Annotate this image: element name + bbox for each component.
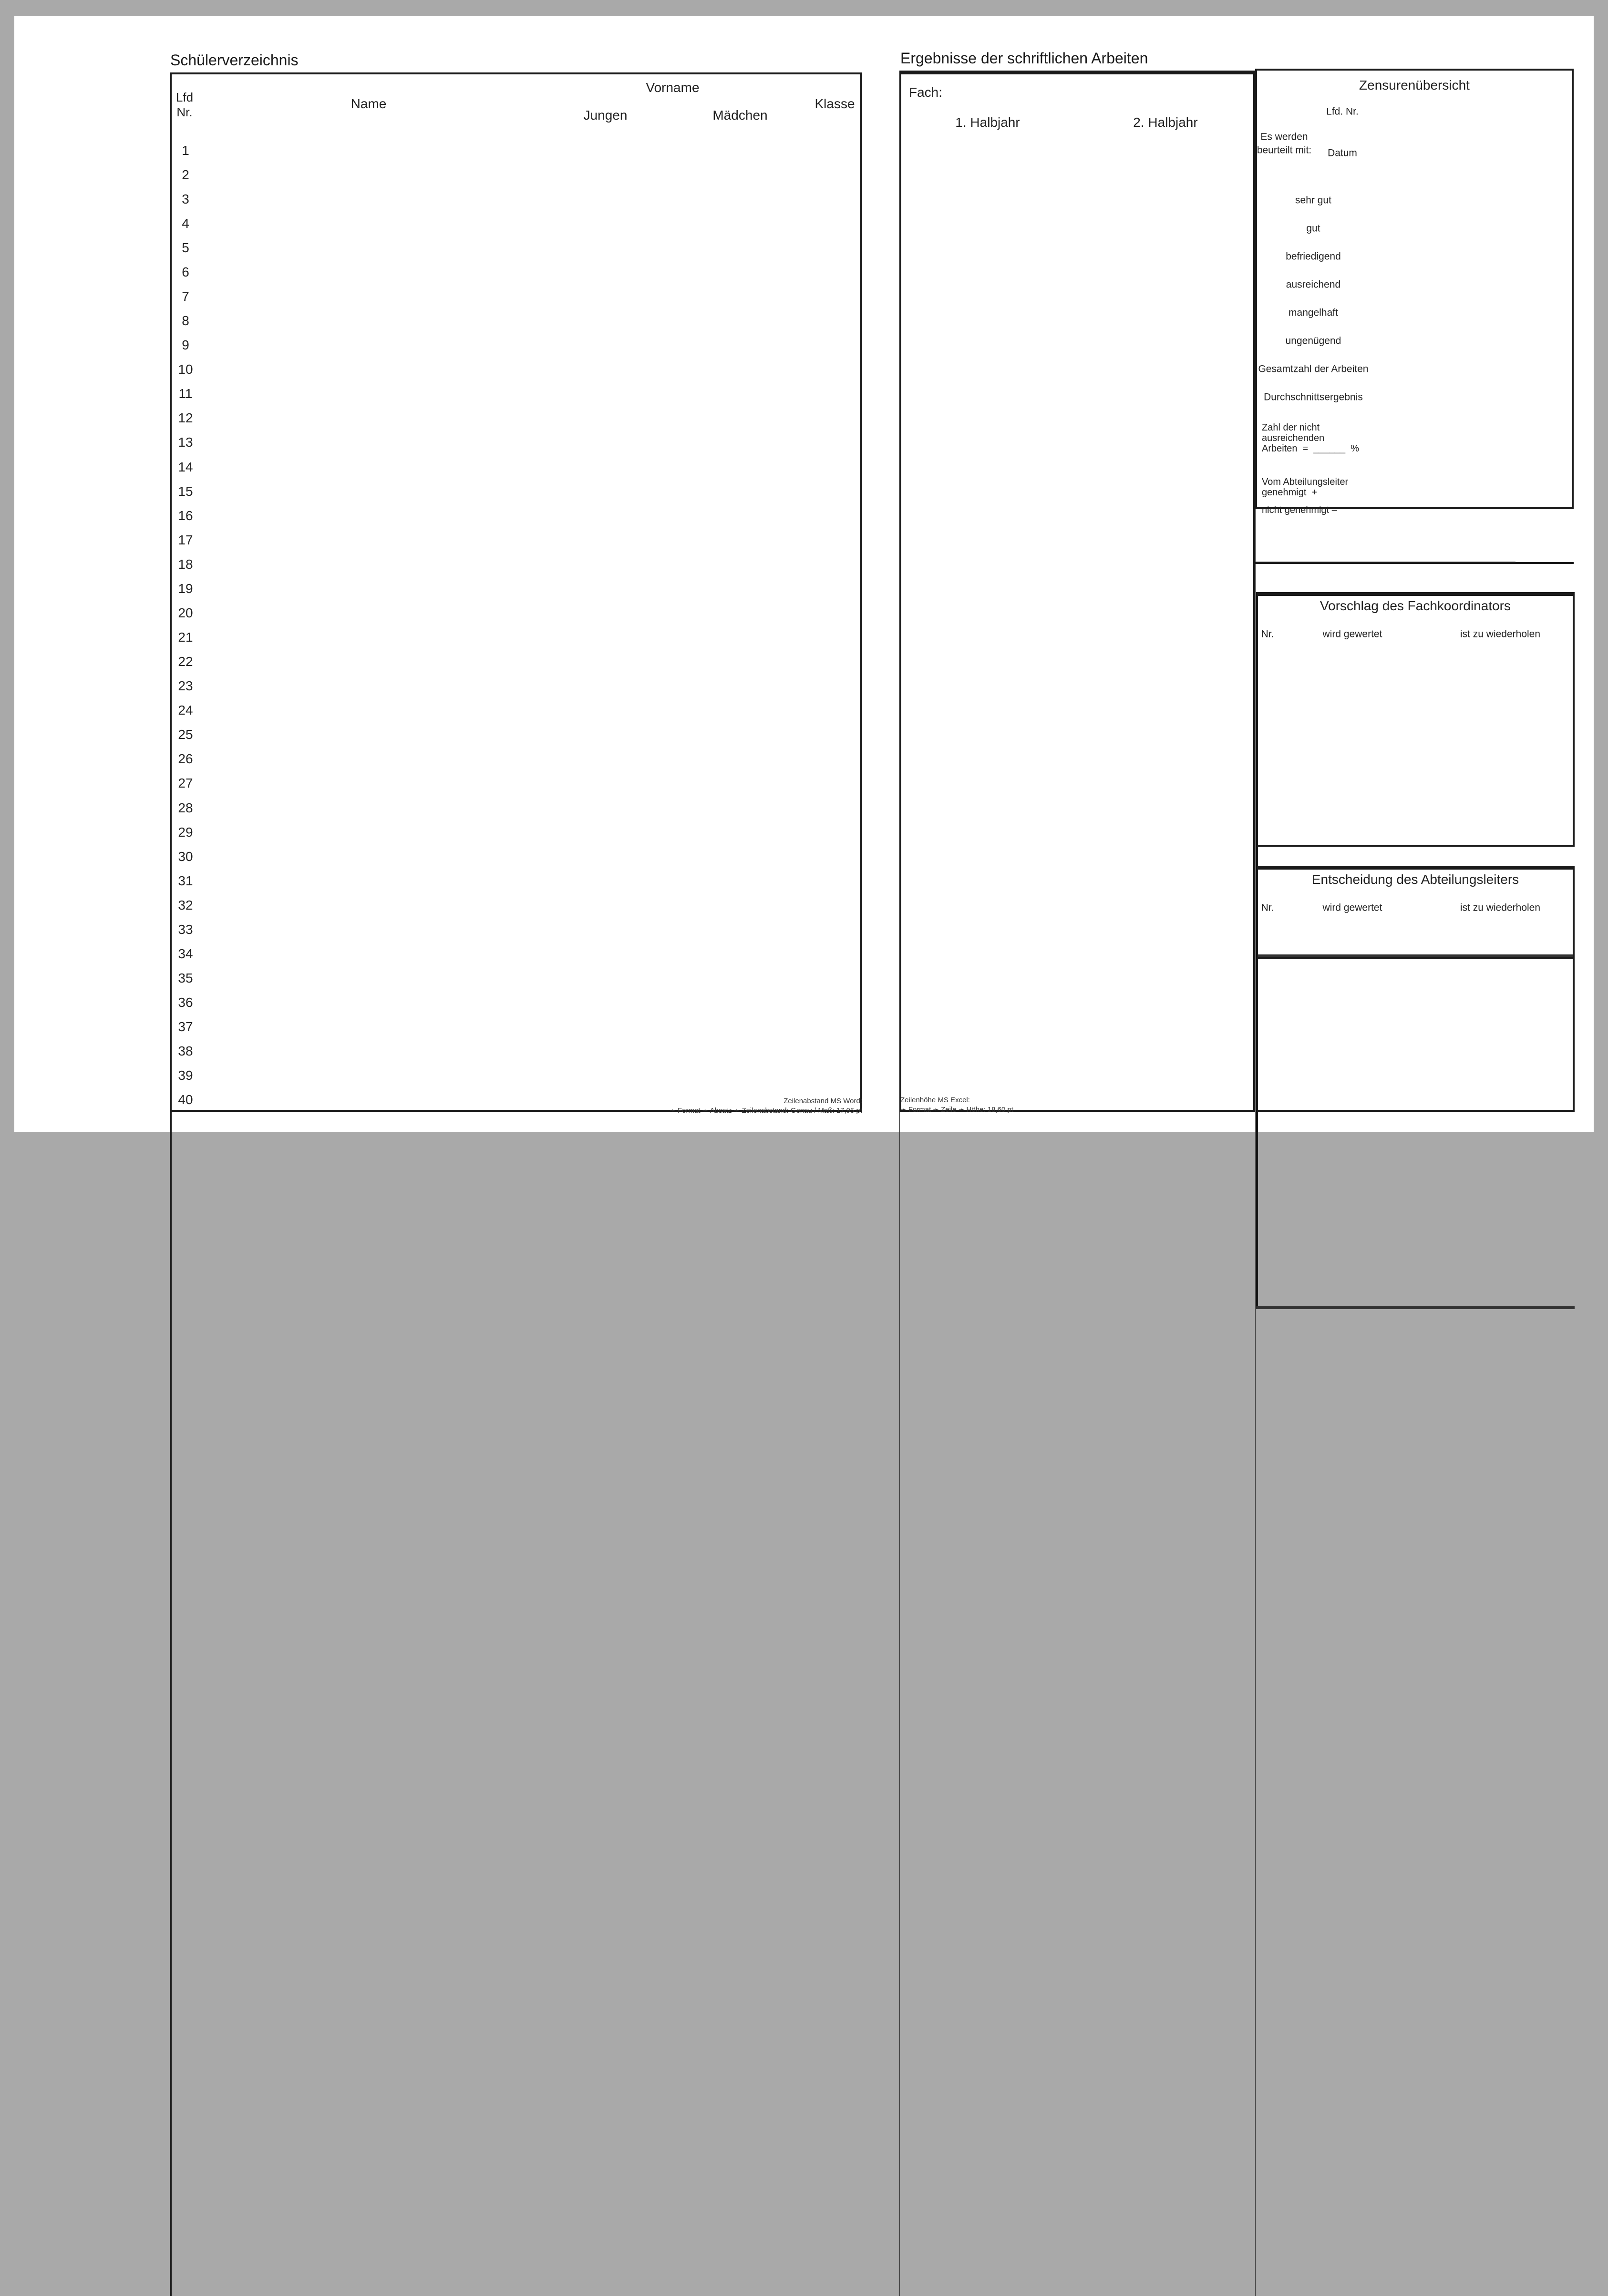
row-number: 10 [178,362,193,377]
column-divider [170,2153,862,2296]
row-number: 18 [178,556,193,572]
grade-row-label: befriedigend [1286,251,1341,262]
grade-row-label: gut [1306,223,1320,234]
proposal-col-gewertet: wird gewertet [1322,628,1382,640]
value-column [1255,2193,1574,2296]
row-number: 26 [178,751,193,767]
header-lfd-nr: Lfd Nr. [175,90,194,119]
value-column [1255,1378,1574,1785]
student-table-border [170,72,862,1115]
row-number: 33 [178,922,193,937]
row-number: 11 [178,386,193,401]
grade-row-label: Gesamtzahl der Arbeiten [1258,363,1369,374]
row-number: 12 [178,410,193,426]
row-number: 31 [178,873,193,888]
row-number: 3 [182,191,189,206]
row-number: 22 [178,654,193,669]
row-number: 15 [178,483,193,499]
row-number: 21 [178,630,193,645]
row-number: 5 [182,240,189,255]
fach-label: Fach: [909,85,943,100]
row-number: 27 [178,776,193,791]
halbjahr-2-label: 2. Halbjahr [1133,115,1198,130]
grade-overview-title: Zensurenübersicht [1359,78,1470,92]
header-maedchen: Mädchen [712,108,768,123]
row-number: 4 [182,215,189,231]
row-number: 13 [178,435,193,450]
row-number: 16 [178,508,193,523]
decision-col-gewertet: wird gewertet [1322,902,1382,913]
row-number: 30 [178,849,193,864]
results-grid-border [899,71,1255,1112]
header-klasse: Klasse [814,96,855,111]
form-sheet [14,16,1594,1132]
row-number: 39 [178,1068,193,1083]
grade-row-label: sehr gut [1295,195,1331,205]
results-footnote-2: ➛ Format ➛ Zeile ➛ Höhe: 18,60 pt [900,1106,1013,1114]
row-number: 28 [178,800,193,815]
row-number: 40 [178,1092,193,1107]
row-number: 7 [182,288,189,304]
row-number: 20 [178,605,193,620]
row-number: 35 [178,971,193,986]
grid-column [899,2055,1255,2296]
row-number: 6 [182,264,189,279]
row-number: 36 [178,995,193,1010]
row-number: 24 [178,703,193,718]
value-column [1255,1785,1574,2193]
row-number: 9 [182,338,189,353]
row-number: 37 [178,1019,193,1035]
decision-col-wiederholen: ist zu wiederholen [1460,902,1541,913]
results-title: Ergebnisse der schriftlichen Arbeiten [900,50,1148,67]
proposal-col-wiederholen: ist zu wiederholen [1460,628,1541,640]
student-list-title: Schülerverzeichnis [170,51,299,69]
decision-title: Entscheidung des Abteilungsleiters [1311,872,1519,887]
student-footnote-1: Zeilenabstand MS Word: [783,1097,862,1105]
proposal-title: Vorschlag des Fachkoordinators [1320,598,1511,613]
gewertet-column [1256,1088,1575,1306]
grade-row-label: ausreichend [1286,279,1341,290]
header-vorname: Vorname [646,80,700,95]
decision-table [1256,866,1575,1112]
genehmigt-label: Vom Abteilungsleiter genehmigt + [1262,477,1349,498]
row-number: 17 [178,532,193,547]
halbjahr-1-label: 1. Halbjahr [955,115,1020,130]
header-jungen: Jungen [583,108,628,123]
student-table [170,72,862,1115]
row-number: 14 [178,459,193,474]
column-divider [170,1114,862,2153]
results-grid [899,71,1255,1112]
row-number: 32 [178,897,193,912]
grade-row-label: mangelhaft [1288,307,1338,318]
grade-row-label: ungenügend [1285,335,1341,346]
row-number: 29 [178,824,193,840]
row-number: 2 [182,167,189,182]
row-number: 8 [182,313,189,328]
header-name: Name [350,96,387,111]
grid-column [899,1081,1255,2055]
student-footnote-2: ➛ Format ➛ Absatz ➛ Zeilenabstand: Genau / Maß: 17,95 pt [670,1107,862,1115]
nicht-ausreichend-label: Zahl der nicht ausreichenden Arbeiten = ______ % [1262,422,1360,454]
row-number: 34 [178,946,193,961]
row-number: 38 [178,1044,193,1059]
row-number: 23 [178,678,193,694]
proposal-table [1256,592,1575,847]
beurteilt-label: Es werden beurteilt mit: [1257,131,1312,156]
results-footnote-1: Zeilenhöhe MS Excel: [900,1096,970,1104]
row-number: 1 [182,143,189,158]
lfd-nr-label: Lfd. Nr. [1326,106,1359,117]
row-number: 25 [178,727,193,742]
row-number: 19 [178,581,193,596]
datum-label: Datum [1328,147,1357,159]
proposal-col-nr: Nr. [1261,628,1274,640]
grade-row-label: Durchschnittsergebnis [1264,391,1363,402]
decision-col-nr: Nr. [1261,902,1274,913]
grade-overview-table [1255,69,1574,515]
nicht-genehmigt-label: nicht genehmigt – [1262,505,1337,515]
